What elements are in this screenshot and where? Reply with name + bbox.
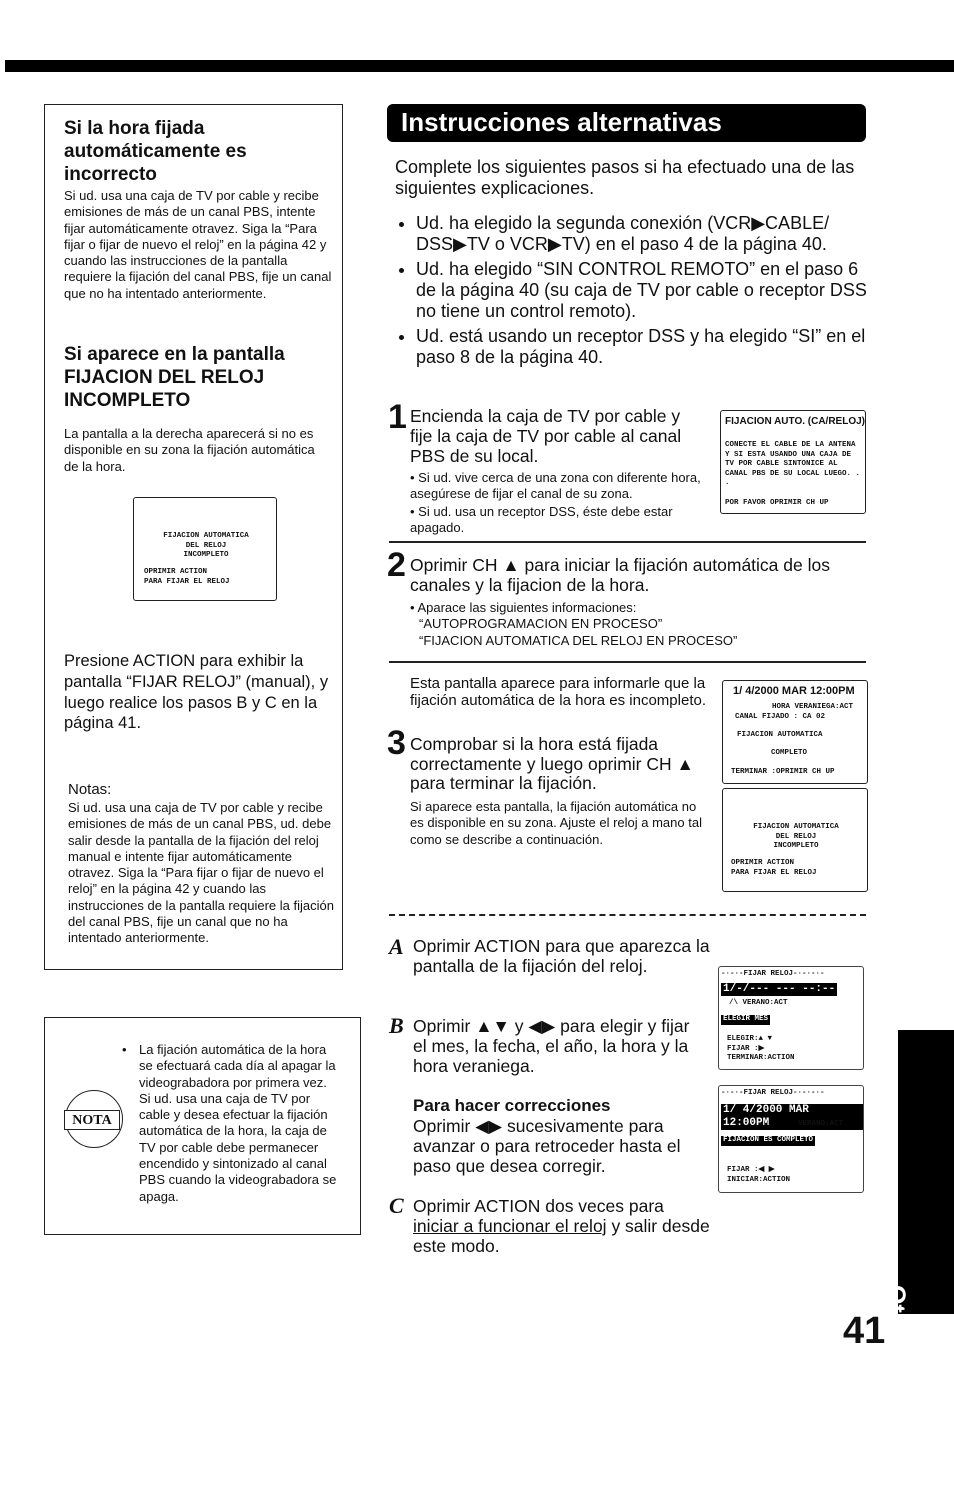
corrections-text: Oprimir ◀▶ sucesivamente para avanzar o para retroceder hasta el paso que desea corregir.: [413, 1116, 681, 1176]
screen-line: HORA VERANIEGA:ACT: [771, 703, 853, 711]
step3-note: Si aparece esta pantalla, la fijación automática no es disponible en su zona. Ajuste el reloj a mano tal como se describe a continuación.: [410, 799, 702, 847]
stepA-text: Oprimir ACTION para que aparezca la pantalla de la fijación del reloj.: [413, 936, 710, 976]
nota-body: La fijación automática de la hora se efectuará cada día al apagar la videograbadora por primera vez. Si ud. usa una caja de TV por cable y desea efectuar la fijación automática de la hora, la caja de TV por cable debe permanecer encendido y sintonizado al canal PBS cuando la videograbadora se apaga.: [139, 1042, 337, 1204]
step1-note: • Si ud. usa un receptor DSS, éste debe estar apagado.: [410, 504, 673, 536]
screen-line: FIJACION ES COMPLETO: [723, 1136, 814, 1144]
screen-body: CONECTE EL CABLE DE LA ANTENA Y SI ESTA USANDO UNA CAJA DE TV POR CABLE SINTONICE AL CANAL PBS DE SU LOCAL LUEGO. . .: [725, 441, 861, 487]
dashed-divider: [389, 914, 866, 916]
step-number: 2: [387, 546, 406, 584]
screen-highlight: 1/ 4/2000 MAR 12:00PM: [721, 1104, 863, 1130]
step3-text: Comprobar si la hora está fijada correctamente y luego oprimir CH ▲ para terminar la fijación.: [410, 734, 694, 793]
stepC-text: [413, 1196, 713, 1256]
set-clock-complete-screen: [718, 1085, 864, 1193]
step-letter: C: [389, 1193, 404, 1218]
screen-title: FIJACION AUTO. (CA/RELOJ): [725, 416, 866, 427]
set-clock-screen: [718, 966, 864, 1070]
screen-line: INCOMPLETO: [183, 551, 229, 559]
clock-incomplete-screen: [722, 788, 868, 892]
screen-line: FIJAR :◀ ▶: [727, 1166, 775, 1174]
screen-line: PARA FIJAR EL RELOJ: [731, 868, 817, 877]
stepB-text: Oprimir ▲▼ y ◀▶ para elegir y fijar el mes, la fecha, el año, la hora y la hora veraniega.: [413, 1016, 690, 1076]
conditions-list: [392, 213, 867, 372]
stepC-text-part: y salir desde este modo.: [413, 1216, 710, 1256]
screen-footer: POR FAVOR OPRIMIR CH UP: [725, 499, 829, 507]
screen-line: FIJACION AUTOMATICA: [737, 731, 823, 739]
notes-body: Si ud. usa una caja de TV por cable y recibe emisiones de más de un canal PBS, ud. debe salir desde la pantalla de la fijación del reloj manual e intente fijar automáticamente otravez. Siga la “Para fijar o fijar de nuevo el reloj” en la página 42 y cuando las instrucciones de la pantalla requiere la fijación del canal PBS, fije un canal que no ha intentado anteriormente.: [68, 800, 334, 946]
bullet-icon: •: [122, 1042, 127, 1057]
stepC-text-part: Oprimir ACTION dos veces para: [413, 1196, 664, 1216]
intro-text: Complete los siguientes pasos si ha efectuado una de las siguientes explicaciones.: [395, 157, 855, 198]
step1-text: Encienda la caja de TV por cable y fije la caja de TV por cable al canal PBS de su local.: [410, 406, 682, 466]
press-action-text: Presione ACTION para exhibir la pantalla “FIJAR RELOJ” (manual), y luego realice los pasos B y C en la página 41.: [64, 652, 329, 733]
screen-highlight: 1/-/--- --- --:--: [723, 983, 836, 995]
step2-text: Oprimir CH ▲ para iniciar la fijación automática de los canales y la fijacion de la hora.: [410, 555, 830, 595]
screen-line: FIJACION AUTOMATICA: [163, 532, 249, 540]
corrections-title: Para hacer correcciones: [413, 1096, 611, 1115]
screen-line: ELEGIR MES: [723, 1015, 769, 1023]
incomplete-screen: [133, 497, 277, 601]
page-number: 41: [843, 1310, 886, 1352]
screen-line: DEL RELOJ: [775, 832, 817, 841]
screen-line: CANAL FIJADO : CA 02: [735, 713, 826, 721]
screen-line: INCOMPLETO: [773, 842, 819, 850]
section-tab: [882, 1030, 954, 1496]
auto-set-screen: [720, 410, 866, 514]
screen-line: /\ VERANO:ACT: [729, 999, 788, 1007]
step2-note: • Aparace las siguientes informaciones:: [410, 600, 637, 615]
section1-title: Si la hora fijada automáticamente es incorrecto: [64, 118, 247, 185]
condition-item: • Ud. está usando un receptor DSS y ha elegido “SI” en el paso 8 de la página 40.: [416, 326, 867, 368]
screen-line: PARA FIJAR EL RELOJ: [144, 577, 230, 586]
divider: [389, 661, 866, 663]
step2-note: “FIJACION AUTOMATICA DEL RELOJ EN PROCESO”: [419, 632, 738, 648]
screen-line: TERMINAR :OPRIMIR CH UP: [731, 768, 835, 776]
step2-notes: [410, 600, 860, 649]
screen-line: TERMINAR:ACTION: [727, 1054, 795, 1062]
screen-line: FIJACION AUTOMATICA: [753, 823, 839, 831]
clock-complete-screen: [722, 680, 868, 784]
banner-title: Instrucciones alternativas: [401, 107, 722, 137]
screen-title: 1/ 4/2000 MAR 12:00PM: [733, 685, 855, 697]
top-rule: [5, 60, 954, 72]
section1-body: Si ud. usa una caja de TV por cable y recibe emisiones de más de un canal PBS, intente fijar automáticamente otravez. Siga la “Para fijar o fijar de nuevo el reloj” en la página 42 y cuando las instrucciones de la pantalla requiere la fijación del canal PBS, fije un canal que no ha intentado anteriormente.: [64, 188, 332, 301]
condition-item: • Ud. ha elegido “SIN CONTROL REMOTO” en el paso 6 de la página 40 (su caja de TV por cable o receptor DSS no tiene un control remoto).: [416, 259, 867, 322]
step-number: 1: [388, 398, 407, 436]
section2-body: La pantalla a la derecha aparecerá si no es disponible en su zona la fijación automática de la hora.: [64, 426, 315, 474]
screen-line: COMPLETO: [771, 749, 808, 757]
step-letter: B: [389, 1013, 404, 1038]
screen-line: ELEGIR:▲ ▼: [727, 1035, 773, 1043]
step1-note: • Si ud. vive cerca de una zona con diferente hora, asegúrese de fijar el canal de su zona.: [410, 470, 701, 502]
notes-label: Notas:: [68, 781, 112, 798]
divider: [389, 541, 866, 543]
section2-title: Si aparece en la pantalla FIJACION DEL RELOJ INCOMPLETO: [64, 344, 285, 411]
screen-title: -·-·-FIJAR RELOJ-·-·-·-: [721, 970, 825, 978]
tab-label: Other Information: [882, 1285, 910, 1496]
screen-line: DEL RELOJ: [185, 541, 227, 550]
section-banner: [387, 104, 866, 142]
screen-title: -·-·-FIJAR RELOJ-·-·-·-: [721, 1089, 825, 1097]
nota-label: NOTA: [64, 1110, 120, 1130]
info-text: Esta pantalla aparece para informarle que la fijación automática de la hora es incompleto.: [410, 675, 707, 709]
screen-line: VERANO:ACT: [797, 1120, 843, 1128]
stepC-link: iniciar a funcionar el reloj: [413, 1216, 607, 1236]
screen-line: FIJAR :▶: [727, 1044, 765, 1053]
screen-line: INICIAR:ACTION: [727, 1175, 791, 1184]
screen-line: OPRIMIR ACTION: [144, 568, 208, 576]
step-letter: A: [389, 934, 404, 959]
step2-note: “AUTOPROGRAMACION EN PROCESO”: [419, 616, 663, 632]
condition-item: • Ud. ha elegido la segunda conexión (VCR▶CABLE/ DSS▶TV o VCR▶TV) en el paso 4 de la página 40.: [416, 213, 867, 255]
screen-line: OPRIMIR ACTION: [731, 859, 795, 867]
step-number: 3: [387, 724, 406, 762]
